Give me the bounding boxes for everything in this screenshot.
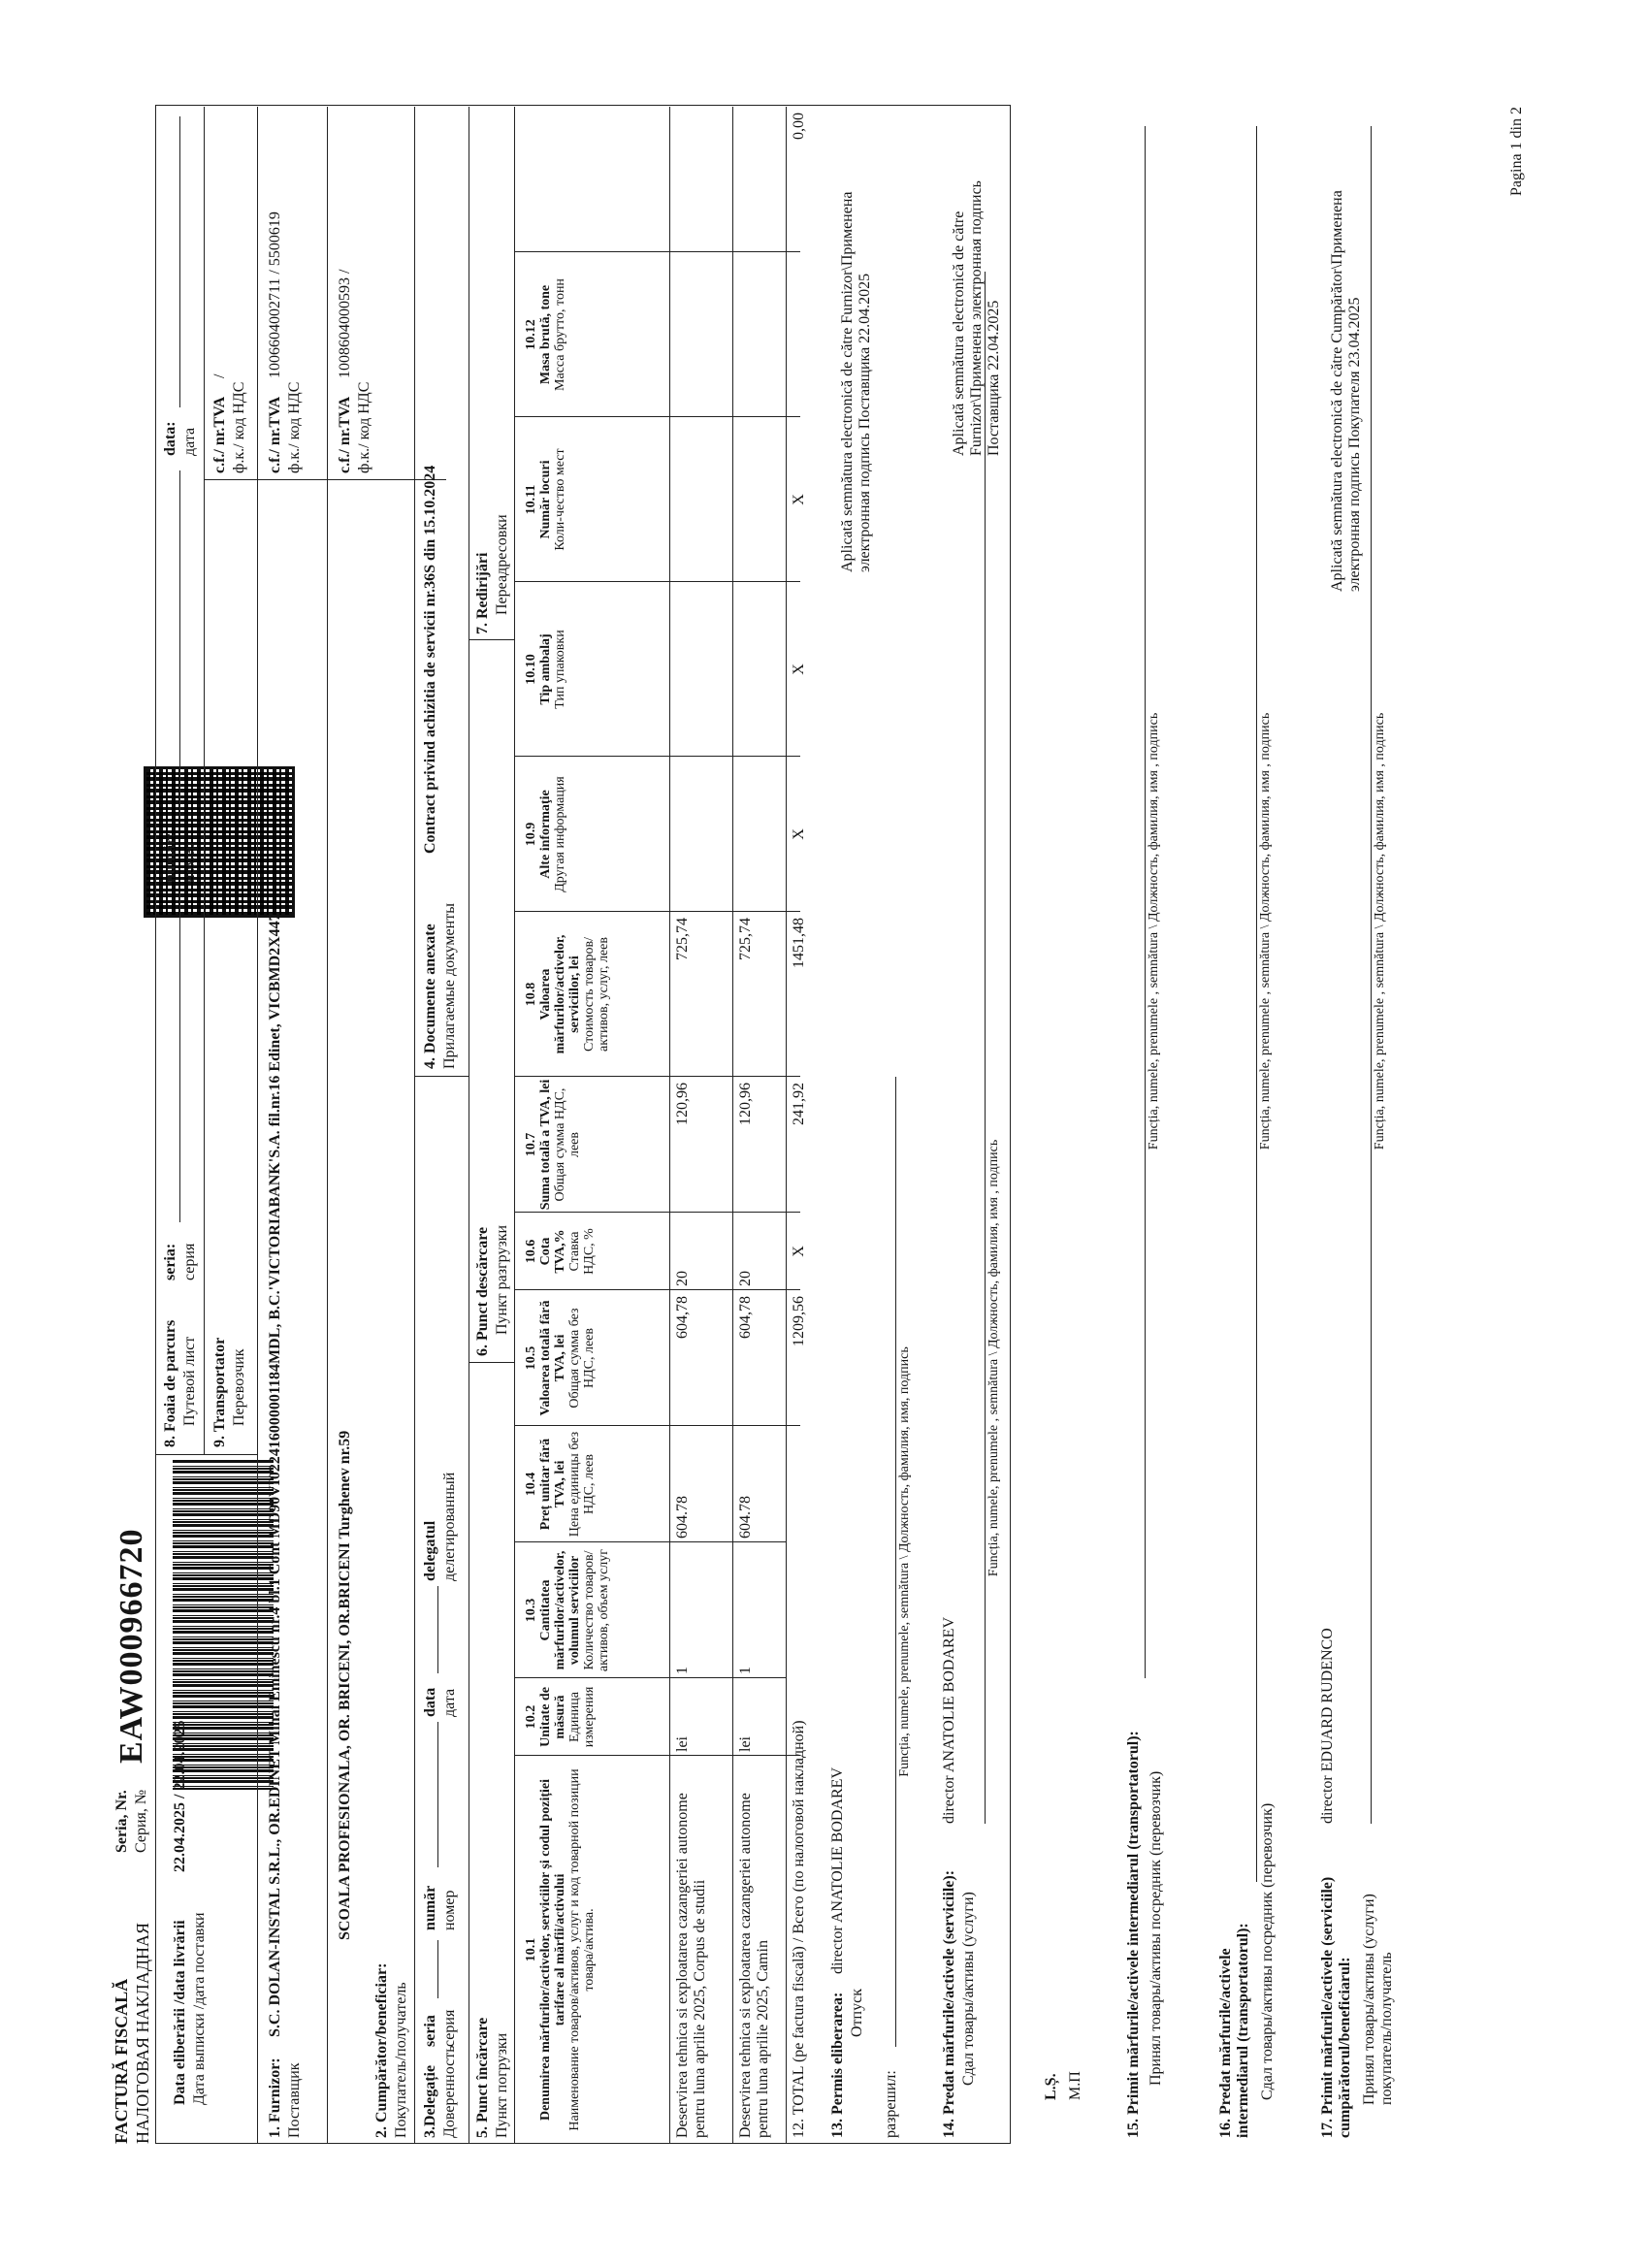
col-ru: Количество товаров/активов, объем услуг [582,1548,611,1672]
delegation-label-ru: Доверенность [441,2045,458,2138]
esig-supplier-2: Aplicată semnătura electronică de către Furnizor\Применена электронная подпись Поставщика 22.04.2025 [951,180,1002,456]
delegation-data-ru: дата [441,1688,458,1717]
buyer-cf-label-ru: ф.к./ код НДС [356,381,372,473]
col-header-10-2 [524,1680,597,1754]
col-header-10-3 [524,1544,611,1676]
buyer-label: 2. Cumpărător/beneficiar: [373,1962,390,2138]
unloading-label-ru: Пункт разгрузки [494,1224,510,1335]
col-ro: Preț unitar fără TVA, lei [538,1438,567,1531]
row2-value: 725,74 [737,918,754,960]
col-ro: Masa brută, tone [538,284,553,385]
row1-unit: lei [674,1736,691,1752]
col-num: 10.8 [524,982,538,1007]
s16-label: 16. Predat mărfurile/activele intermediarul (transportatorul): [1217,1923,1251,2138]
delegation-delegat-ru: делегированный [441,1472,458,1581]
s16-ru: Сдал товары/активы посредник (перевозчик) [1259,1802,1276,2100]
s17-caption: Funcția, numele, prenumele , semnătura \ Должность, фамилия, имя , подпись [1373,712,1387,1150]
fosia-seria: seria: [162,1243,178,1280]
supplier-value: S.C. DOLAN-INSTAL S.R.L., OR.EDINET Mihai Eminescu nr.4 bl.1 Cont MD90VI022416000001184MDL, B.C.'VICTORIABANK'S.A. fil.nr.16 Edinet, VICBMD2X447 [267,913,283,2037]
col-header-10-12 [524,254,567,415]
col-ro: Unitate de măsură [538,1687,567,1747]
buyer-cf-value: 1008604000593 / [337,269,353,378]
col-ro: Număr locuri [538,460,553,539]
s13-caption: Funcția, numele, prenumele, semnătura \ Должность, фамилия, имя, подпись [897,1346,912,1777]
row2-vat-sum: 120,96 [737,1083,754,1125]
col-ro: Cantitatea mărfurilor/activelor, volumul serviciilor [538,1550,582,1670]
s13-ru: Отпуск [849,1989,865,2037]
row2-name: Deservirea tehnica si exploatarea cazangeriei autonome pentru luna aprilie 2025, Camin [737,1793,771,2138]
s17-label: 17. Primit mărfurile/activele (serviciile) cumpărătorul/beneficiarul: [1319,1876,1353,2138]
unloading-label: 6. Punct descărcare [474,1226,491,1356]
s15-ru: Принял товары/активы посредник (перевозчик) [1148,1770,1164,2086]
total-no-vat: 1209,56 [791,1296,807,1346]
fosia-data-ru: дата [181,427,198,456]
series-label-ru: Серия, № [133,1789,149,1853]
col-ru: Общая сумма НДС, леев [553,1087,582,1202]
col-ru: Единица измерения [567,1686,597,1748]
delegation-delegat: delegatul [422,1520,438,1581]
supplier-label-ru: Поставщик [286,2062,303,2138]
col-ru: Другая информация [553,776,567,892]
col-num: 10.11 [524,484,538,515]
col-ro: Alte informaţie [538,790,553,879]
col-num: 10.7 [524,1132,538,1157]
row1-vat-rate: 20 [674,1271,691,1286]
col-num: 10.3 [524,1598,538,1623]
fosia-label: 8. Foaia de parcurs [162,1319,178,1447]
col-header-10-6 [524,1215,597,1288]
documents-label-ru: Прилагаемые документы [441,903,458,1069]
col-header-10-9 [524,759,567,910]
fosia-data: data: [162,421,178,456]
page-number: Pagina 1 din 2 [1508,107,1525,196]
row1-total-no-vat: 604,78 [674,1296,691,1339]
buyer-cf-label: c.f./ nr.TVA [337,396,353,473]
buyer-label-ru: Покупатель/получатель [393,1982,409,2138]
transport-cf-label-ru: ф.к./ код НДС [231,381,247,473]
col-num: 10.2 [524,1704,538,1730]
col-num: 10.1 [524,1937,538,1962]
col-header-10-1 [524,1760,597,2140]
ls-label: L.Ș. [1043,2073,1059,2100]
transporter-label: 9. Transportator [211,1337,228,1447]
row2-unit: lei [737,1736,754,1752]
s14-caption: Funcția, numele, prenumele , semnătura \ Должность, фамилия, имя , подпись [986,1139,1001,1577]
s13-value: director ANATOLIE BODAREV [829,1766,846,1974]
col-header-10-11 [524,419,567,580]
col-ru: Коли-чество мест [553,448,567,551]
fosia-numar-ru: номер [181,842,198,883]
dates-label-ru: Дата выписки /дата поставки [191,1912,208,2105]
total-label: 12. TOTAL (pe factura fiscală) / Всего (по налоговой накладной) [791,1720,807,2138]
s14-label: 14. Predat mărfurile/activele (serviciile): [941,1869,957,2138]
delegation-numar: număr [422,1885,438,1930]
documents-value: Contract privind achizitia de servicii nr.36S din 15.10.2024 [422,465,438,854]
s15-label: 15. Primit mărfurile/activele intermediarul (transportatorul): [1125,1731,1142,2138]
buyer-value: SCOALA PROFESIONALA, OR. BRICENI, OR.BRICENI Turghenev nr.59 [337,1430,353,1940]
row2-qty: 1 [737,1667,754,1674]
col-header-10-8 [524,914,611,1075]
col-header-10-7 [524,1079,582,1211]
series-value: EAW000966720 [113,1528,149,1764]
dates-value: 22.04.2025 / 22.04.2025 [172,1720,188,1872]
supplier-label: 1. Furnizor: [267,2057,283,2138]
total-other: X [791,828,807,840]
transport-cf-value: / [211,373,228,378]
mp-label: М.П [1067,2071,1083,2100]
col-header-10-10 [524,584,567,755]
row2-price: 604.78 [737,1496,754,1539]
rotated-invoice [112,87,1528,2144]
s17-value: director EDUARD RUDENCO [1319,1628,1336,1824]
s13-label: 13. Permis eliberarea: [829,1992,846,2138]
s14-value: director ANATOLIE BODAREV [941,1616,957,1824]
row1-price: 604.78 [674,1496,691,1539]
redirect-label-ru: Переадресовки [494,514,510,615]
supplier-cf-value: 1006604002711 / 5500619 [267,211,283,378]
fosia-label-ru: Путевой лист [181,1336,198,1426]
documents-label: 4. Documente anexate [422,923,438,1069]
col-ro: Tip ambalaj [538,633,553,705]
s13-ru2: разрешил: [883,2070,899,2138]
col-ru: Стоимость товаров/активов, услуг, леев [582,936,611,1053]
row1-qty: 1 [674,1667,691,1674]
col-ro: Valoarea totală fără TVA, lei [538,1300,567,1416]
row1-name: Deservirea tehnica si exploatarea cazangeriei autonome pentru luna aprilie 2025, Corpus de studii [674,1793,708,2138]
col-ro: Denumirea mărfurilor/activelor, serviciilor și codul poziției tarifare al mărfii/activului [538,1779,567,2122]
col-num: 10.10 [524,654,538,685]
fosia-seria-ru: серия [181,1243,198,1280]
total-value: 1451,48 [791,918,807,968]
col-ro: Suma totală a TVA, lei [538,1079,553,1211]
delegation-numar-ru: номер [441,1890,458,1930]
s15-caption: Funcția, numele, prenumele , semnătura \ Должность, фамилия, имя , подпись [1147,712,1161,1150]
col-ru: Масса брутто, тонн [553,278,567,391]
col-num: 10.9 [524,822,538,847]
s14-ru: Сдал товары/активы (услуги) [960,1892,977,2086]
col-num: 10.4 [524,1472,538,1497]
total-vat-sum: 241,92 [791,1083,807,1125]
col-num: 10.6 [524,1239,538,1264]
row1-vat-sum: 120,96 [674,1083,691,1125]
doc-title-ru: НАЛОГОВАЯ НАКЛАДНАЯ [133,1922,152,2144]
col-ru: Ставка НДС, % [567,1228,597,1275]
doc-title: FACTURĂ FISCALĂ [112,1978,131,2144]
col-ru: Наименование товаров/активов, услуг и код товарной позиции товара/актива. [567,1768,597,2131]
loading-label: 5. Punct încărcare [474,2017,491,2138]
supplier-cf-label: c.f./ nr.TVA [267,396,283,473]
dates-label: Data eliberării /data livrării [172,1920,188,2105]
supplier-cf-label-ru: ф.к./ код НДС [286,381,303,473]
col-ru: Цена единицы без НДС, леев [567,1431,597,1538]
redirect-label: 7. Redirijări [474,552,491,634]
fosia-numar: număr: [162,832,178,883]
col-ru: Общая сумма без НДС, леев [567,1308,597,1409]
col-num: 10.12 [524,319,538,350]
row2-total-no-vat: 604,78 [737,1296,754,1339]
total-pack: X [791,664,807,675]
series-label: Seria, Nr. [113,1790,130,1853]
delegation-seria: seria [422,2015,438,2047]
transporter-label-ru: Перевозчик [231,1348,247,1426]
transport-cf-label: c.f./ nr.TVA [211,396,228,473]
total-vat-rate: X [791,1246,807,1257]
delegation-label: 3.Delegație [422,2064,438,2138]
col-header-10-4 [524,1428,597,1540]
total-mass: 0,00 [791,113,807,140]
col-ro: Valoarea mărfurilor/activelor, serviciilor, lei [538,934,582,1054]
loading-label-ru: Пункт погрузки [494,2032,510,2138]
delegation-seria-ru: серия [441,2009,458,2047]
row2-vat-rate: 20 [737,1271,754,1286]
esig-supplier-1: Aplicată semnătura electronică de către Furnizor\Применена электронная подпись Поставщика 22.04.2025 [839,191,873,572]
total-places: X [791,494,807,505]
col-header-10-5 [524,1292,597,1424]
col-ro: Cota TVA,% [538,1229,567,1274]
col-ru: Тип упаковки [553,630,567,709]
row1-value: 725,74 [674,918,691,960]
delegation-data: data [422,1687,438,1717]
col-num: 10.5 [524,1345,538,1371]
s17-ru: Принял товары/активы (услуги) покупатель/получатель [1361,1894,1395,2105]
esig-buyer: Aplicată semnătura electronică de către Cumpărător\Применена электронная подпись Покупателя 23.04.2025 [1329,190,1363,592]
s16-caption: Funcția, numele, prenumele , semnătura \ Должность, фамилия, имя , подпись [1258,712,1273,1150]
